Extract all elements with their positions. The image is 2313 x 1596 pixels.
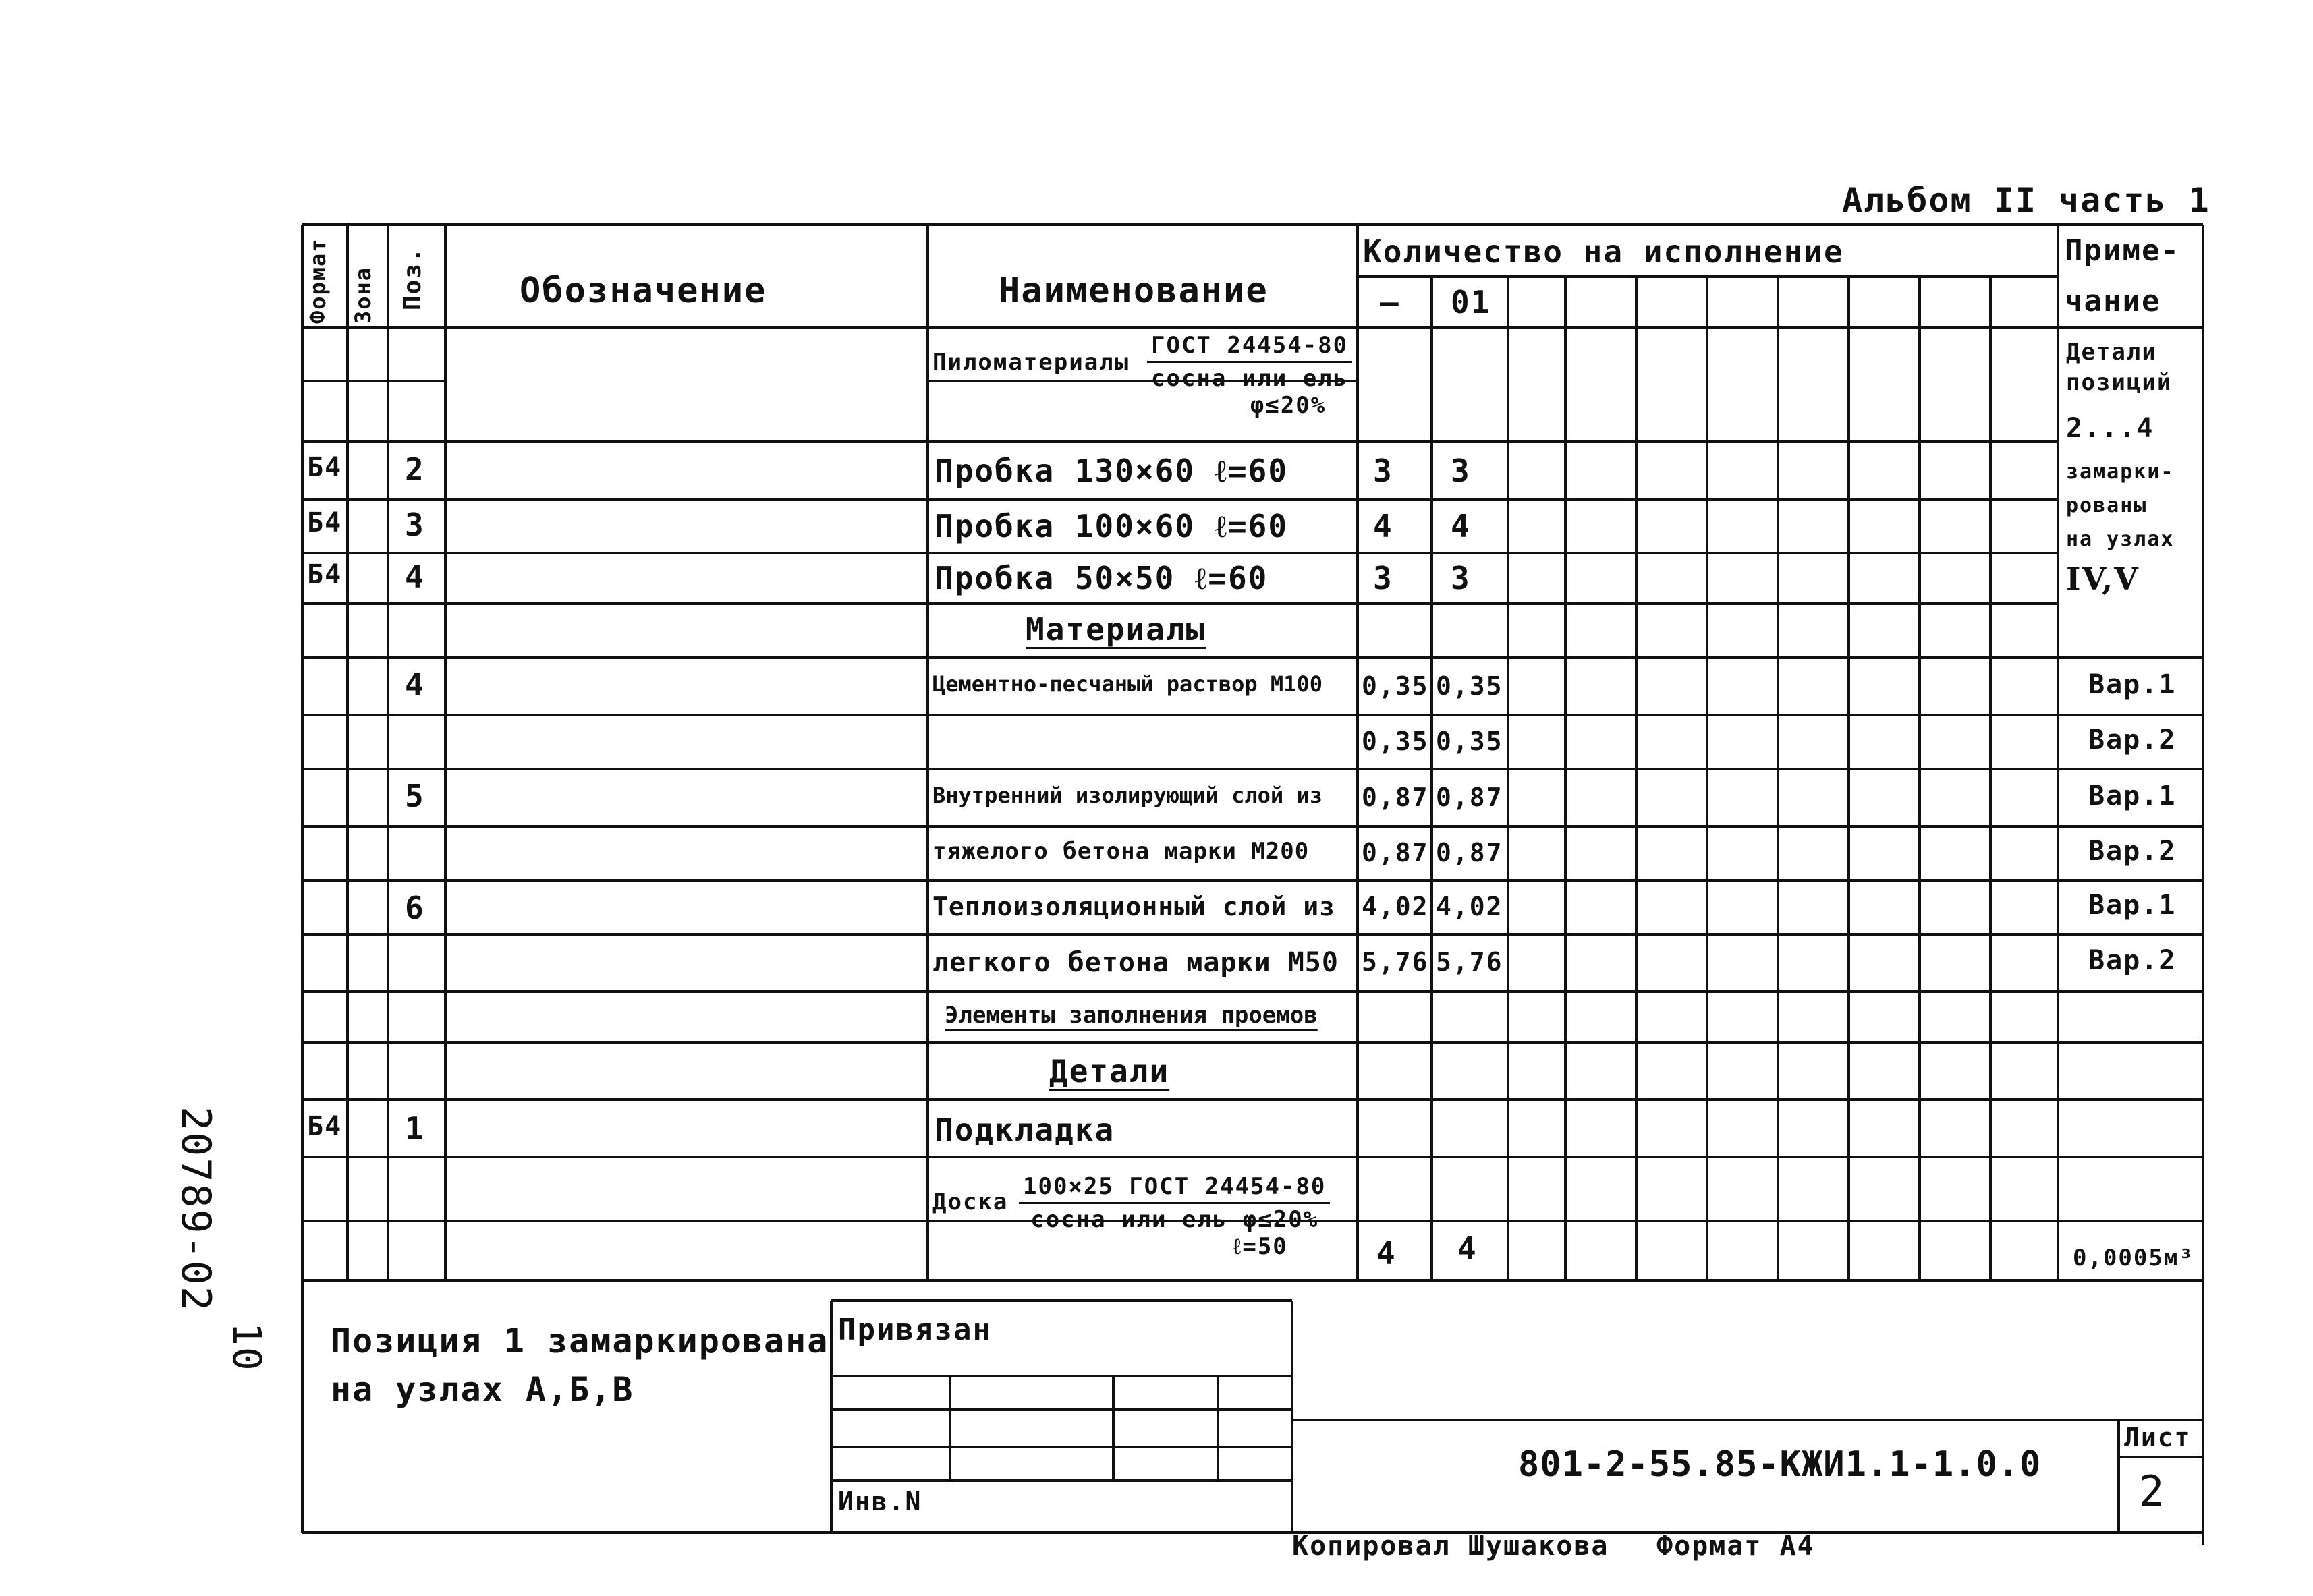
copied-by: Копировал Шушакова (1292, 1531, 1609, 1562)
row-note: Вар.1 (2088, 669, 2177, 700)
board-den2: ℓ=50 (1232, 1233, 1288, 1260)
row-note: Вар.2 (2088, 724, 2177, 756)
row-qty-1: 0,35 (1362, 671, 1429, 701)
row-name: Теплоизоляционный слой из (932, 892, 1335, 921)
margin-number: 20789-02 (172, 1106, 219, 1312)
board-fraction (1019, 1175, 1330, 1258)
sheet-number: 2 (2139, 1466, 2166, 1516)
board-den: сосна или ель φ≤20% (1030, 1206, 1319, 1233)
row-qty-2: 4,02 (1436, 892, 1503, 921)
col-pos: Поз. (399, 246, 426, 310)
row-pos: 4 (405, 559, 425, 595)
row-pos: 6 (405, 890, 425, 926)
note-line-5: рованы (2066, 494, 2148, 517)
row-name: Внутренний изолирующий слой из (932, 782, 1322, 808)
note-line-3: 2...4 (2066, 413, 2154, 444)
row-qty-1: 5,76 (1362, 947, 1429, 977)
position-note-2: на узлах А,Б,В (331, 1370, 634, 1409)
row-format: Б4 (307, 559, 343, 590)
col-note-1: Приме- (2065, 233, 2180, 268)
board-label: Доска (932, 1189, 1009, 1216)
col-qty-sub1: — (1380, 284, 1400, 320)
row-format: Б4 (307, 452, 343, 483)
col-qty-sub2: 01 (1451, 284, 1491, 320)
row-qty-2: 0,35 (1436, 726, 1503, 756)
row-format: Б4 (307, 1111, 343, 1142)
row-qty-1: 0,87 (1362, 838, 1429, 867)
inv-label: Инв.N (838, 1487, 922, 1516)
row-name: Цементно-песчаный раствор М100 (932, 671, 1322, 697)
row-name: Пробка 100×60 ℓ=60 (935, 508, 1289, 544)
col-designation: Обозначение (520, 270, 767, 311)
col-format: Формат (305, 237, 331, 324)
attached-label: Привязан (838, 1313, 992, 1347)
section-materials: Материалы (1026, 611, 1206, 648)
col-qty: Количество на исполнение (1363, 233, 1844, 270)
row-name: Пробка 130×60 ℓ=60 (935, 453, 1289, 489)
col-zone: Зона (350, 266, 376, 324)
row-qty-2: 0,87 (1436, 782, 1503, 812)
row-name: Пробка 50×50 ℓ=60 (935, 560, 1269, 596)
row-name: Подкладка (935, 1112, 1115, 1148)
note-line-7: IV,V (2066, 561, 2140, 597)
row-qty-1: 4 (1373, 508, 1393, 544)
board-num: 100×25 ГОСТ 24454-80 (1019, 1175, 1330, 1204)
row-qty-2: 5,76 (1436, 947, 1503, 977)
section-opening-elements: Элементы заполнения проемов (945, 1002, 1318, 1029)
row-qty-1: 4 (1376, 1235, 1397, 1272)
row-note: 0,0005м³ (2073, 1245, 2194, 1272)
row-pos: 3 (405, 507, 425, 543)
col-name: Наименование (999, 270, 1269, 311)
row-qty-2: 0,87 (1436, 838, 1503, 867)
section-details: Детали (1049, 1053, 1170, 1089)
row-name: тяжелого бетона марки М200 (932, 838, 1310, 865)
row-qty-1: 0,35 (1362, 726, 1429, 756)
sawn-num: ГОСТ 24454-80 (1147, 334, 1352, 363)
sawn-den2: φ≤20% (1250, 392, 1327, 419)
row-qty-1: 3 (1373, 453, 1393, 489)
sawn-den: сосна или ель (1151, 365, 1349, 392)
row-qty-1: 3 (1373, 560, 1393, 596)
row-qty-2: 4 (1451, 508, 1471, 544)
note-line-6: на узлах (2066, 528, 2175, 551)
row-name: легкого бетона марки М50 (932, 947, 1339, 978)
col-note-2: чание (2065, 284, 2161, 318)
sawn-label: Пиломатериалы (932, 349, 1130, 376)
row-qty-2: 4 (1457, 1230, 1478, 1267)
row-qty-2: 3 (1451, 453, 1471, 489)
margin-page: 10 (224, 1322, 270, 1372)
row-pos: 5 (405, 778, 425, 814)
album-label: Альбом II часть 1 (1842, 181, 2210, 220)
doc-code: 801-2-55.85-КЖИ1.1-1.0.0 (1518, 1444, 2042, 1485)
row-pos: 1 (405, 1110, 425, 1147)
format-label: Формат А4 (1656, 1531, 1815, 1562)
sheet-label: Лист (2124, 1423, 2192, 1452)
row-qty-1: 4,02 (1362, 892, 1429, 921)
row-note: Вар.2 (2088, 945, 2177, 976)
row-qty-2: 3 (1451, 560, 1471, 596)
row-qty-1: 0,87 (1362, 782, 1429, 812)
row-note: Вар.1 (2088, 780, 2177, 811)
row-qty-2: 0,35 (1436, 671, 1503, 701)
row-format: Б4 (307, 507, 343, 538)
note-line-4: замарки- (2066, 460, 2175, 484)
row-note: Вар.1 (2088, 890, 2177, 921)
note-line-2: позиций (2066, 369, 2173, 396)
row-pos: 4 (405, 666, 425, 703)
row-pos: 2 (405, 451, 425, 488)
row-note: Вар.2 (2088, 836, 2177, 867)
position-note-1: Позиция 1 замаркирована (331, 1321, 829, 1361)
sawn-fraction (1147, 334, 1352, 417)
note-line-1: Детали (2066, 339, 2157, 366)
